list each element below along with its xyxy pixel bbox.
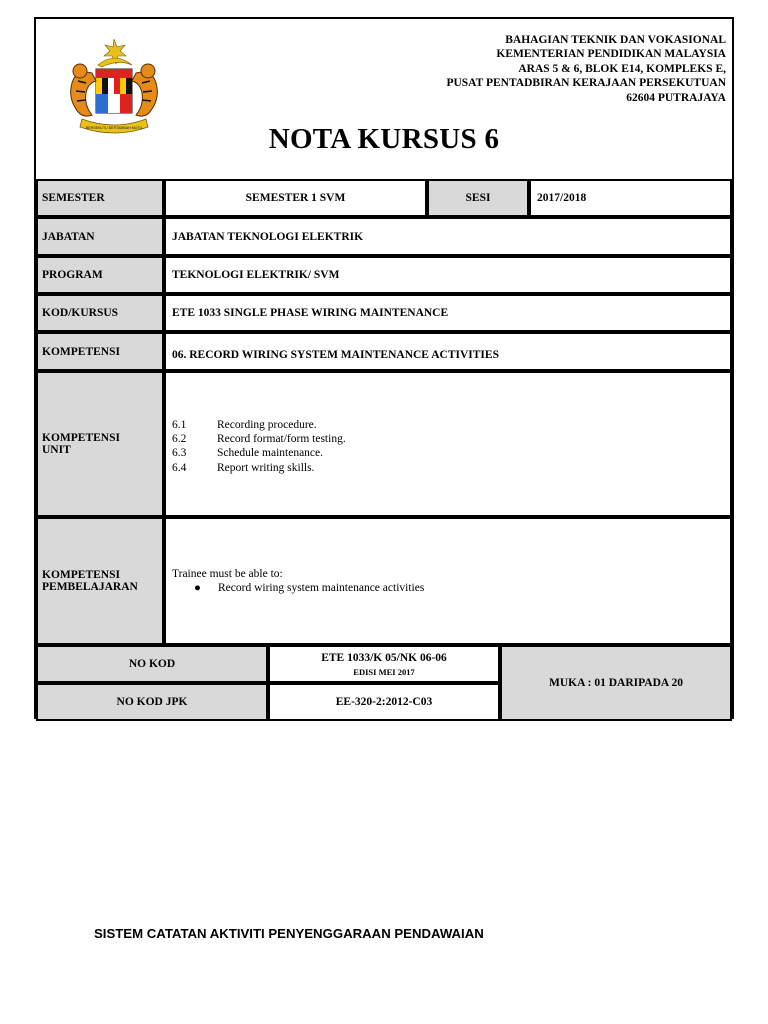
address-line: PUSAT PENTADBIRAN KERAJAAN PERSEKUTUAN — [446, 77, 726, 90]
list-item — [172, 432, 346, 446]
kompetensi-pembelajaran-content — [164, 517, 732, 645]
kompetensi-unit-list — [172, 418, 346, 475]
list-item — [172, 581, 424, 595]
no-kod-label: NO KOD — [36, 645, 268, 683]
pembelajaran-intro: Trainee must be able to: — [172, 568, 283, 580]
kompetensi-unit-label-line: KOMPETENSI — [42, 432, 120, 444]
list-item-number: 6.2 — [172, 433, 187, 446]
list-item — [172, 418, 346, 432]
kompetensi-unit-label-line: UNIT — [42, 444, 71, 456]
list-item-text: Report writing skills. — [217, 461, 315, 474]
pembelajaran-bullet-text: Record wiring system maintenance activities — [218, 582, 425, 595]
bullet-icon: ● — [194, 582, 201, 595]
no-kod-value: ETE 1033/K 05/NK 06-06 — [321, 651, 447, 664]
jabatan-value: JABATAN TEKNOLOGI ELEKTRIK — [164, 217, 732, 256]
kompetensi-value: 06. RECORD WIRING SYSTEM MAINTENANCE ACTIVITIES — [164, 332, 732, 371]
address-line: KEMENTERIAN PENDIDIKAN MALAYSIA — [496, 48, 726, 61]
page-count: MUKA : 01 DARIPADA 20 — [500, 645, 732, 721]
document-header — [36, 19, 732, 179]
semester-value: SEMESTER 1 SVM — [164, 179, 427, 217]
address-line: BAHAGIAN TEKNIK DAN VOKASIONAL — [505, 34, 726, 46]
pembelajaran-label-line: KOMPETENSI — [42, 569, 120, 581]
list-item-number: 6.4 — [172, 461, 187, 474]
ministry-address — [446, 33, 726, 105]
no-kod-jpk-value: EE-320-2:2012-C03 — [268, 683, 500, 721]
kompetensi-unit-label — [36, 371, 164, 517]
kod-kursus-value: ETE 1033 SINGLE PHASE WIRING MAINTENANCE — [164, 294, 732, 332]
program-label: PROGRAM — [36, 256, 164, 294]
semester-label: SEMESTER — [36, 179, 164, 217]
kompetensi-unit-content — [164, 371, 732, 517]
address-line: 62604 PUTRAJAYA — [626, 91, 726, 104]
no-kod-value-cell — [268, 645, 500, 683]
list-item-text: Record format/form testing. — [217, 433, 346, 446]
sesi-value: 2017/2018 — [529, 179, 732, 217]
kod-kursus-label: KOD/KURSUS — [36, 294, 164, 332]
kompetensi-pembelajaran-label — [36, 517, 164, 645]
sesi-label: SESI — [427, 179, 529, 217]
no-kod-jpk-label: NO KOD JPK — [36, 683, 268, 721]
list-item — [172, 461, 346, 475]
list-item-number: 6.1 — [172, 419, 187, 431]
document-title: NOTA KURSUS 6 — [268, 123, 500, 155]
list-item-text: Schedule maintenance. — [217, 447, 324, 460]
kompetensi-label: KOMPETENSI — [36, 332, 164, 371]
list-item-number: 6.3 — [172, 447, 187, 460]
pembelajaran-label-line: PEMBELAJARAN — [42, 581, 138, 593]
crest-motto: BERSEKUTU BERTAMBAH MUTU — [85, 126, 143, 130]
edisi-label: EDISI MEI 2017 — [353, 666, 415, 677]
program-value: TEKNOLOGI ELEKTRIK/ SVM — [164, 256, 732, 294]
list-item-text: Recording procedure. — [217, 419, 317, 431]
course-note-sheet — [34, 17, 734, 719]
address-line: ARAS 5 & 6, BLOK E14, KOMPLEKS E, — [518, 62, 726, 75]
jabatan-label: JABATAN — [36, 217, 164, 256]
list-item — [172, 446, 346, 460]
section-heading: SISTEM CATATAN AKTIVITI PENYENGGARAAN PENDAWAIAN — [94, 926, 484, 941]
